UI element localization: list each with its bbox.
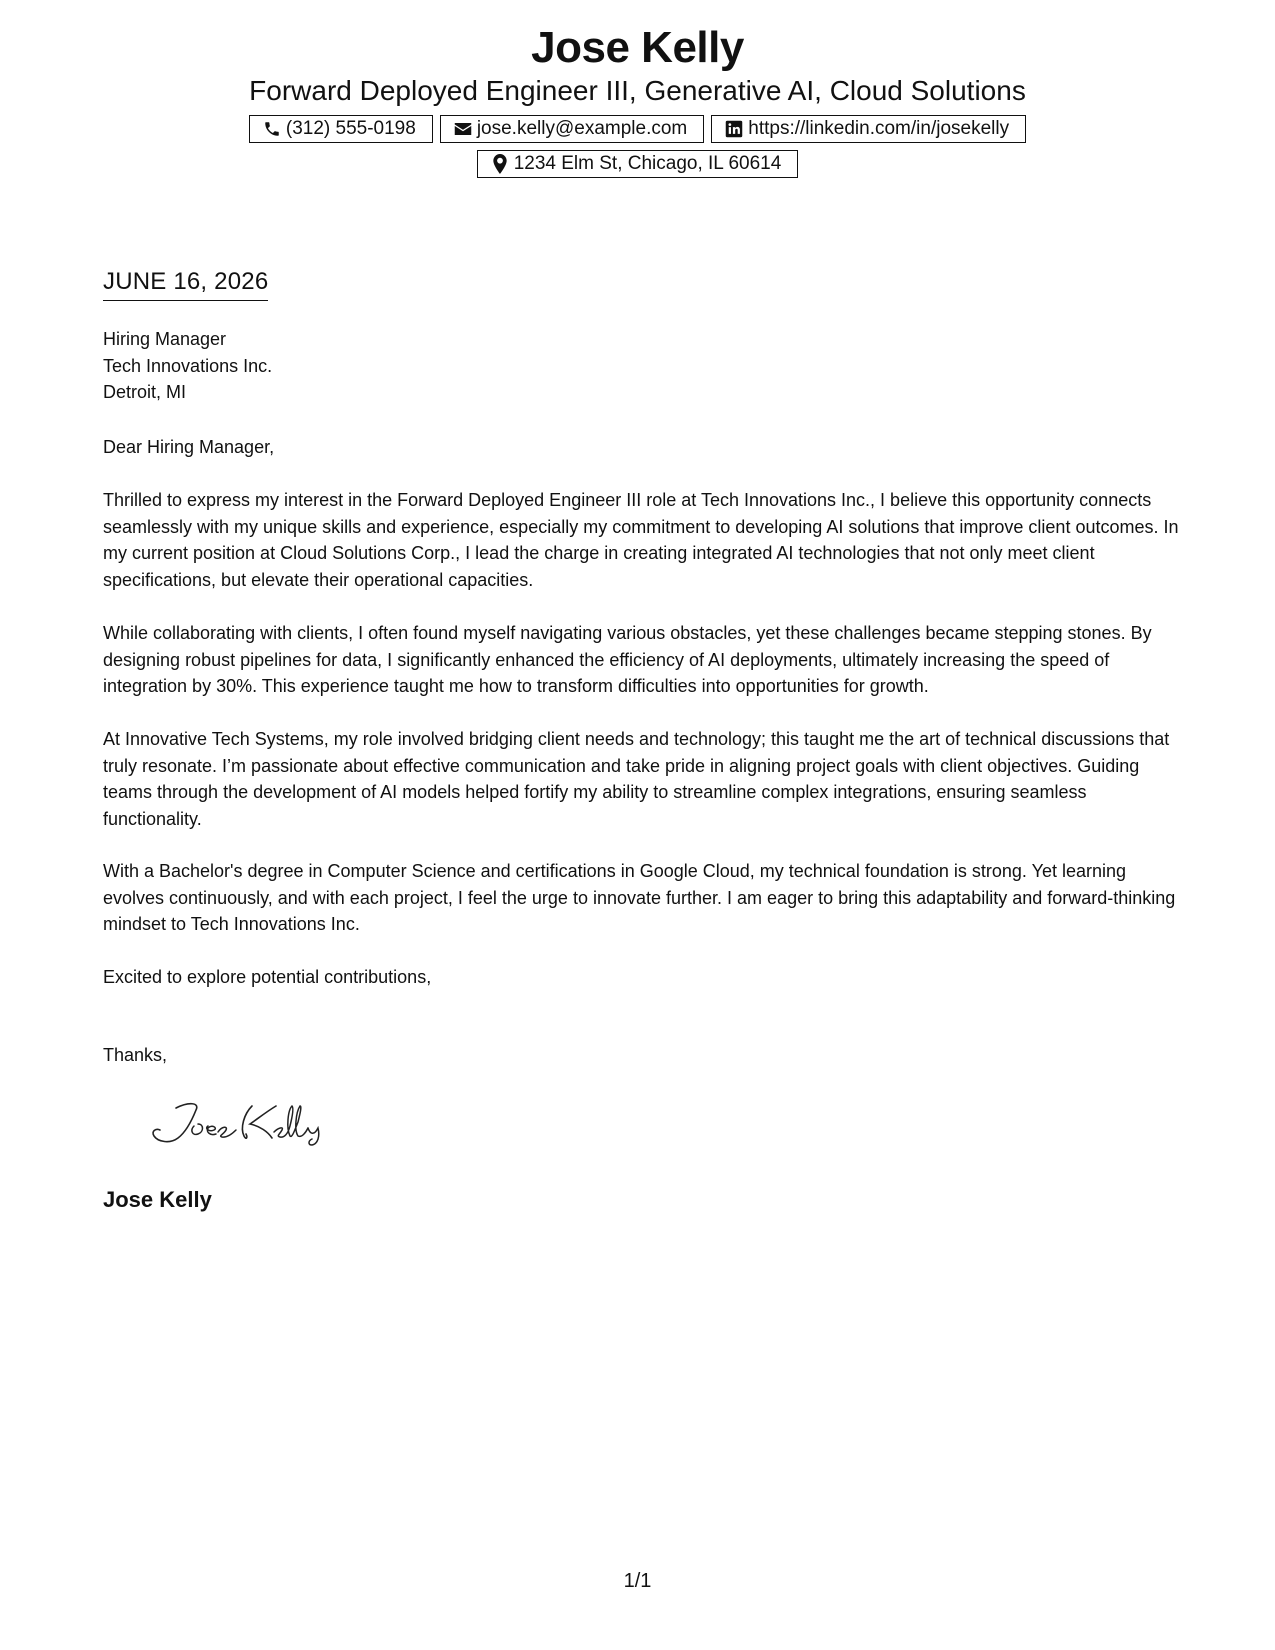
letter-header: [0, 22, 1275, 178]
body-paragraph: At Innovative Tech Systems, my role involved bridging client needs and technology; this taught me the art of technical discussions that truly resonate. I’m passionate about effective communication and take pride in aligning project goals with client objectives. Guiding teams through the development of AI models helped fortify my ability to streamline complex integrations, ensuring seamless functionality.: [103, 729, 1170, 829]
contact-row-2: [0, 150, 1275, 178]
email-text: jose.kelly@example.com: [476, 118, 688, 139]
phone-chip: [249, 115, 433, 143]
recipient-block: [103, 326, 272, 406]
signoff: Thanks,: [103, 1045, 168, 1065]
contact-row: [0, 115, 1275, 143]
recipient-name: Hiring Manager: [103, 329, 227, 349]
applicant-title: Forward Deployed Engineer III, Generative AI, Cloud Solutions: [249, 75, 1026, 106]
body-paragraph: While collaborating with clients, I often found myself navigating various obstacles, yet these challenges became stepping stones. By designing robust pipelines for data, I significantly enhanced the efficiency of AI deployments, ultimately increasing the speed of integration by 30%. This experience taught me how to transform difficulties into opportunities for growth.: [103, 623, 1152, 696]
handwritten-signature: [148, 1096, 348, 1146]
body-paragraph: Thrilled to express my interest in the Forward Deployed Engineer III role at Tech Innovations Inc., I believe this opportunity connects seamlessly with my unique skills and experience, especially my commitment to developing AI solutions that improve client outcomes. In my current position at Cloud Solutions Corp., I lead the charge in creating integrated AI technologies that not only meet client specifications, but elevate their operational capacities.: [103, 490, 1179, 590]
phone-icon: [262, 119, 282, 139]
linkedin-text: https://linkedin.com/in/josekelly: [748, 118, 1010, 139]
envelope-icon: [453, 119, 473, 139]
letter-date: JUNE 16, 2026: [103, 267, 268, 301]
page-number: 1/1: [623, 1570, 652, 1592]
body-paragraph: With a Bachelor's degree in Computer Science and certifications in Google Cloud, my technical foundation is strong. Yet learning evolves continuously, and with each project, I feel the urge to innovate further. I am eager to bring this adaptability and forward-thinking mindset to Tech Innovations Inc.: [103, 861, 1176, 934]
address-chip: [477, 150, 799, 178]
salutation: Dear Hiring Manager,: [103, 437, 275, 457]
address-text: 1234 Elm St, Chicago, IL 60614: [513, 153, 782, 174]
phone-text: (312) 555-0198: [285, 118, 416, 139]
recipient-location: Detroit, MI: [103, 382, 187, 402]
signed-name: Jose Kelly: [103, 1187, 212, 1212]
recipient-company: Tech Innovations Inc.: [103, 355, 273, 376]
map-marker-icon: [490, 154, 510, 174]
applicant-name: Jose Kelly: [531, 23, 744, 72]
closing-line: Excited to explore potential contributions,: [103, 967, 432, 987]
email-chip[interactable]: [440, 115, 704, 143]
linkedin-chip[interactable]: [711, 115, 1026, 143]
linkedin-icon: [724, 119, 744, 139]
